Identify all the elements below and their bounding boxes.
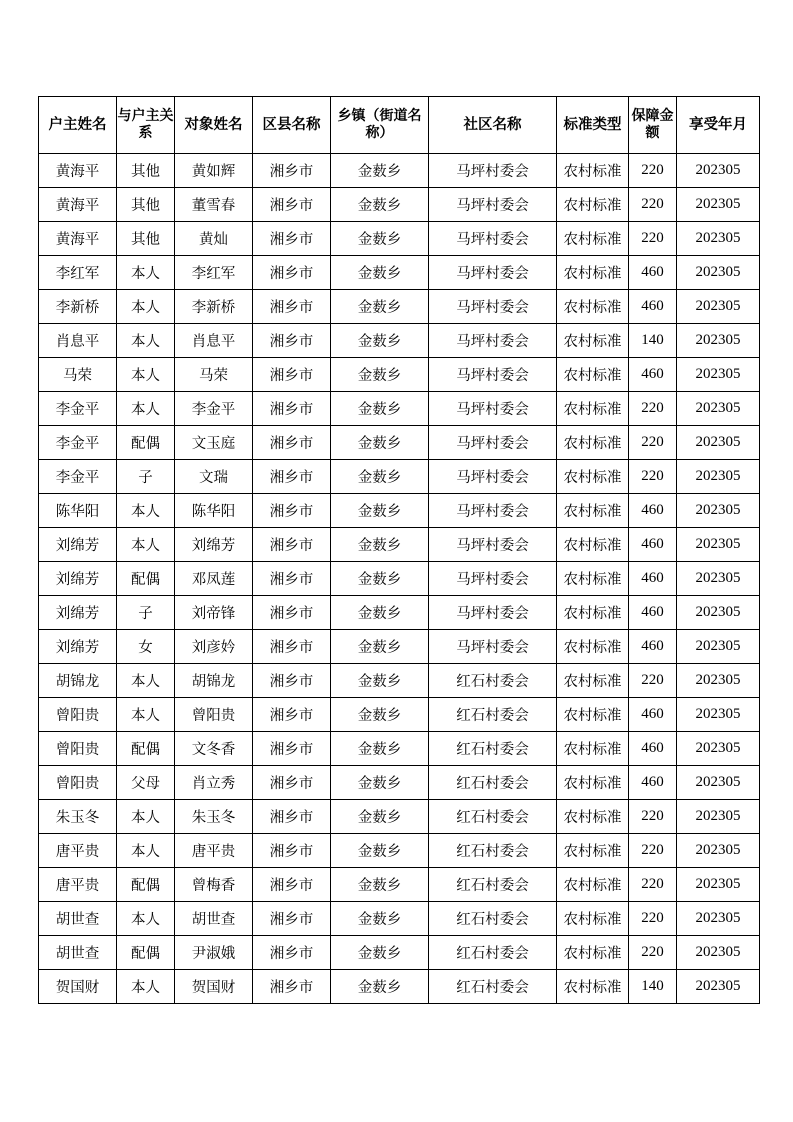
county-cell: 湘乡市	[253, 426, 331, 460]
header-community: 社区名称	[429, 97, 557, 154]
township-cell: 金薮乡	[331, 868, 429, 902]
householder-name-cell: 黄海平	[39, 154, 117, 188]
householder-name-cell: 曾阳贵	[39, 732, 117, 766]
period-cell: 202305	[677, 800, 760, 834]
county-cell: 湘乡市	[253, 800, 331, 834]
county-cell: 湘乡市	[253, 868, 331, 902]
header-amount: 保障金额	[629, 97, 677, 154]
householder-name-cell: 贺国财	[39, 970, 117, 1004]
recipient-name-cell: 尹淑娥	[175, 936, 253, 970]
community-cell: 红石村委会	[429, 970, 557, 1004]
table-row	[39, 494, 760, 528]
recipient-name-cell: 邓凤莲	[175, 562, 253, 596]
table-row	[39, 392, 760, 426]
township-cell: 金薮乡	[331, 562, 429, 596]
community-cell: 马坪村委会	[429, 460, 557, 494]
amount-cell: 220	[629, 800, 677, 834]
recipient-name-cell: 曾阳贵	[175, 698, 253, 732]
householder-name-cell: 肖息平	[39, 324, 117, 358]
community-cell: 红石村委会	[429, 766, 557, 800]
table-row	[39, 562, 760, 596]
householder-name-cell: 陈华阳	[39, 494, 117, 528]
recipient-name-cell: 唐平贵	[175, 834, 253, 868]
standard-type-cell: 农村标准	[557, 562, 629, 596]
relationship-cell: 配偶	[117, 868, 175, 902]
township-cell: 金薮乡	[331, 188, 429, 222]
standard-type-cell: 农村标准	[557, 154, 629, 188]
amount-cell: 140	[629, 970, 677, 1004]
period-cell: 202305	[677, 732, 760, 766]
relationship-cell: 本人	[117, 358, 175, 392]
period-cell: 202305	[677, 426, 760, 460]
standard-type-cell: 农村标准	[557, 902, 629, 936]
amount-cell: 220	[629, 834, 677, 868]
relationship-cell: 配偶	[117, 936, 175, 970]
period-cell: 202305	[677, 256, 760, 290]
community-cell: 马坪村委会	[429, 324, 557, 358]
community-cell: 马坪村委会	[429, 426, 557, 460]
table-row	[39, 324, 760, 358]
amount-cell: 220	[629, 222, 677, 256]
recipient-name-cell: 马荣	[175, 358, 253, 392]
table-row	[39, 426, 760, 460]
amount-cell: 460	[629, 732, 677, 766]
header-township: 乡镇（街道名称）	[331, 97, 429, 154]
community-cell: 马坪村委会	[429, 222, 557, 256]
householder-name-cell: 胡世查	[39, 936, 117, 970]
township-cell: 金薮乡	[331, 222, 429, 256]
relationship-cell: 其他	[117, 222, 175, 256]
standard-type-cell: 农村标准	[557, 358, 629, 392]
standard-type-cell: 农村标准	[557, 766, 629, 800]
header-row	[39, 97, 760, 154]
table-row	[39, 800, 760, 834]
standard-type-cell: 农村标准	[557, 426, 629, 460]
county-cell: 湘乡市	[253, 936, 331, 970]
county-cell: 湘乡市	[253, 664, 331, 698]
relationship-cell: 父母	[117, 766, 175, 800]
county-cell: 湘乡市	[253, 596, 331, 630]
table-row	[39, 596, 760, 630]
township-cell: 金薮乡	[331, 698, 429, 732]
amount-cell: 460	[629, 494, 677, 528]
header-standard-type: 标准类型	[557, 97, 629, 154]
table-row	[39, 936, 760, 970]
standard-type-cell: 农村标准	[557, 290, 629, 324]
householder-name-cell: 李新桥	[39, 290, 117, 324]
amount-cell: 460	[629, 562, 677, 596]
relationship-cell: 本人	[117, 970, 175, 1004]
period-cell: 202305	[677, 664, 760, 698]
amount-cell: 220	[629, 868, 677, 902]
table-row	[39, 188, 760, 222]
community-cell: 马坪村委会	[429, 528, 557, 562]
period-cell: 202305	[677, 834, 760, 868]
recipient-name-cell: 刘绵芳	[175, 528, 253, 562]
amount-cell: 220	[629, 392, 677, 426]
county-cell: 湘乡市	[253, 290, 331, 324]
relationship-cell: 其他	[117, 188, 175, 222]
householder-name-cell: 曾阳贵	[39, 766, 117, 800]
table-row	[39, 834, 760, 868]
recipient-name-cell: 文冬香	[175, 732, 253, 766]
county-cell: 湘乡市	[253, 732, 331, 766]
community-cell: 马坪村委会	[429, 290, 557, 324]
township-cell: 金薮乡	[331, 596, 429, 630]
header-relationship: 与户主关系	[117, 97, 175, 154]
table-row	[39, 664, 760, 698]
table-row	[39, 766, 760, 800]
recipient-name-cell: 黄如辉	[175, 154, 253, 188]
recipient-name-cell: 董雪春	[175, 188, 253, 222]
community-cell: 红石村委会	[429, 936, 557, 970]
amount-cell: 460	[629, 256, 677, 290]
header-period: 享受年月	[677, 97, 760, 154]
amount-cell: 460	[629, 766, 677, 800]
standard-type-cell: 农村标准	[557, 630, 629, 664]
amount-cell: 220	[629, 664, 677, 698]
standard-type-cell: 农村标准	[557, 800, 629, 834]
standard-type-cell: 农村标准	[557, 392, 629, 426]
amount-cell: 460	[629, 698, 677, 732]
county-cell: 湘乡市	[253, 562, 331, 596]
community-cell: 马坪村委会	[429, 562, 557, 596]
township-cell: 金薮乡	[331, 834, 429, 868]
standard-type-cell: 农村标准	[557, 460, 629, 494]
county-cell: 湘乡市	[253, 630, 331, 664]
period-cell: 202305	[677, 596, 760, 630]
county-cell: 湘乡市	[253, 392, 331, 426]
standard-type-cell: 农村标准	[557, 970, 629, 1004]
relationship-cell: 配偶	[117, 426, 175, 460]
township-cell: 金薮乡	[331, 154, 429, 188]
amount-cell: 220	[629, 460, 677, 494]
county-cell: 湘乡市	[253, 154, 331, 188]
community-cell: 马坪村委会	[429, 630, 557, 664]
table-row	[39, 732, 760, 766]
county-cell: 湘乡市	[253, 324, 331, 358]
standard-type-cell: 农村标准	[557, 324, 629, 358]
period-cell: 202305	[677, 970, 760, 1004]
header-householder-name: 户主姓名	[39, 97, 117, 154]
standard-type-cell: 农村标准	[557, 188, 629, 222]
amount-cell: 460	[629, 290, 677, 324]
township-cell: 金薮乡	[331, 290, 429, 324]
relationship-cell: 本人	[117, 834, 175, 868]
amount-cell: 140	[629, 324, 677, 358]
recipient-name-cell: 胡锦龙	[175, 664, 253, 698]
standard-type-cell: 农村标准	[557, 732, 629, 766]
standard-type-cell: 农村标准	[557, 936, 629, 970]
community-cell: 马坪村委会	[429, 392, 557, 426]
table-row	[39, 154, 760, 188]
householder-name-cell: 刘绵芳	[39, 562, 117, 596]
community-cell: 马坪村委会	[429, 154, 557, 188]
householder-name-cell: 黄海平	[39, 222, 117, 256]
relationship-cell: 本人	[117, 494, 175, 528]
table-row	[39, 528, 760, 562]
householder-name-cell: 李金平	[39, 426, 117, 460]
relationship-cell: 本人	[117, 902, 175, 936]
householder-name-cell: 曾阳贵	[39, 698, 117, 732]
recipient-name-cell: 刘帝锋	[175, 596, 253, 630]
township-cell: 金薮乡	[331, 970, 429, 1004]
community-cell: 马坪村委会	[429, 188, 557, 222]
community-cell: 红石村委会	[429, 664, 557, 698]
table-row	[39, 698, 760, 732]
county-cell: 湘乡市	[253, 460, 331, 494]
standard-type-cell: 农村标准	[557, 596, 629, 630]
recipient-name-cell: 李金平	[175, 392, 253, 426]
householder-name-cell: 黄海平	[39, 188, 117, 222]
table-row	[39, 460, 760, 494]
township-cell: 金薮乡	[331, 936, 429, 970]
relationship-cell: 本人	[117, 290, 175, 324]
recipient-name-cell: 曾梅香	[175, 868, 253, 902]
county-cell: 湘乡市	[253, 698, 331, 732]
community-cell: 马坪村委会	[429, 494, 557, 528]
householder-name-cell: 刘绵芳	[39, 528, 117, 562]
county-cell: 湘乡市	[253, 256, 331, 290]
period-cell: 202305	[677, 460, 760, 494]
standard-type-cell: 农村标准	[557, 222, 629, 256]
householder-name-cell: 唐平贵	[39, 834, 117, 868]
householder-name-cell: 胡锦龙	[39, 664, 117, 698]
township-cell: 金薮乡	[331, 766, 429, 800]
amount-cell: 220	[629, 936, 677, 970]
period-cell: 202305	[677, 358, 760, 392]
relationship-cell: 配偶	[117, 562, 175, 596]
township-cell: 金薮乡	[331, 902, 429, 936]
relationship-cell: 本人	[117, 528, 175, 562]
township-cell: 金薮乡	[331, 630, 429, 664]
recipient-name-cell: 黄灿	[175, 222, 253, 256]
community-cell: 红石村委会	[429, 800, 557, 834]
period-cell: 202305	[677, 562, 760, 596]
period-cell: 202305	[677, 766, 760, 800]
township-cell: 金薮乡	[331, 324, 429, 358]
table-row	[39, 902, 760, 936]
recipient-name-cell: 朱玉冬	[175, 800, 253, 834]
householder-name-cell: 胡世查	[39, 902, 117, 936]
householder-name-cell: 李红军	[39, 256, 117, 290]
period-cell: 202305	[677, 290, 760, 324]
relationship-cell: 其他	[117, 154, 175, 188]
period-cell: 202305	[677, 494, 760, 528]
standard-type-cell: 农村标准	[557, 528, 629, 562]
standard-type-cell: 农村标准	[557, 256, 629, 290]
period-cell: 202305	[677, 868, 760, 902]
period-cell: 202305	[677, 528, 760, 562]
township-cell: 金薮乡	[331, 528, 429, 562]
township-cell: 金薮乡	[331, 664, 429, 698]
relationship-cell: 本人	[117, 324, 175, 358]
amount-cell: 460	[629, 596, 677, 630]
amount-cell: 220	[629, 902, 677, 936]
relationship-cell: 本人	[117, 392, 175, 426]
householder-name-cell: 刘绵芳	[39, 630, 117, 664]
township-cell: 金薮乡	[331, 494, 429, 528]
table-row	[39, 970, 760, 1004]
amount-cell: 460	[629, 358, 677, 392]
county-cell: 湘乡市	[253, 494, 331, 528]
recipient-name-cell: 贺国财	[175, 970, 253, 1004]
county-cell: 湘乡市	[253, 834, 331, 868]
recipient-name-cell: 李新桥	[175, 290, 253, 324]
community-cell: 红石村委会	[429, 698, 557, 732]
householder-name-cell: 唐平贵	[39, 868, 117, 902]
relationship-cell: 本人	[117, 256, 175, 290]
county-cell: 湘乡市	[253, 902, 331, 936]
householder-name-cell: 马荣	[39, 358, 117, 392]
period-cell: 202305	[677, 324, 760, 358]
recipient-name-cell: 文瑞	[175, 460, 253, 494]
table-body	[39, 154, 760, 1004]
recipient-name-cell: 刘彦妗	[175, 630, 253, 664]
county-cell: 湘乡市	[253, 188, 331, 222]
householder-name-cell: 刘绵芳	[39, 596, 117, 630]
relationship-cell: 本人	[117, 664, 175, 698]
period-cell: 202305	[677, 630, 760, 664]
table-row	[39, 868, 760, 902]
period-cell: 202305	[677, 188, 760, 222]
community-cell: 马坪村委会	[429, 256, 557, 290]
recipient-name-cell: 李红军	[175, 256, 253, 290]
township-cell: 金薮乡	[331, 256, 429, 290]
relationship-cell: 子	[117, 596, 175, 630]
header-recipient-name: 对象姓名	[175, 97, 253, 154]
community-cell: 红石村委会	[429, 834, 557, 868]
period-cell: 202305	[677, 222, 760, 256]
township-cell: 金薮乡	[331, 800, 429, 834]
recipient-name-cell: 肖息平	[175, 324, 253, 358]
standard-type-cell: 农村标准	[557, 698, 629, 732]
householder-name-cell: 朱玉冬	[39, 800, 117, 834]
community-cell: 红石村委会	[429, 732, 557, 766]
standard-type-cell: 农村标准	[557, 494, 629, 528]
relationship-cell: 子	[117, 460, 175, 494]
community-cell: 马坪村委会	[429, 596, 557, 630]
assistance-table	[38, 96, 760, 1004]
recipient-name-cell: 胡世查	[175, 902, 253, 936]
township-cell: 金薮乡	[331, 426, 429, 460]
county-cell: 湘乡市	[253, 358, 331, 392]
table-row	[39, 630, 760, 664]
amount-cell: 220	[629, 188, 677, 222]
standard-type-cell: 农村标准	[557, 868, 629, 902]
period-cell: 202305	[677, 902, 760, 936]
table-row	[39, 256, 760, 290]
relationship-cell: 本人	[117, 800, 175, 834]
table-row	[39, 290, 760, 324]
table-row	[39, 222, 760, 256]
standard-type-cell: 农村标准	[557, 834, 629, 868]
header-county: 区县名称	[253, 97, 331, 154]
householder-name-cell: 李金平	[39, 392, 117, 426]
relationship-cell: 本人	[117, 698, 175, 732]
standard-type-cell: 农村标准	[557, 664, 629, 698]
amount-cell: 220	[629, 426, 677, 460]
community-cell: 红石村委会	[429, 902, 557, 936]
township-cell: 金薮乡	[331, 392, 429, 426]
county-cell: 湘乡市	[253, 766, 331, 800]
township-cell: 金薮乡	[331, 732, 429, 766]
period-cell: 202305	[677, 936, 760, 970]
relationship-cell: 女	[117, 630, 175, 664]
amount-cell: 460	[629, 630, 677, 664]
table-row	[39, 358, 760, 392]
period-cell: 202305	[677, 392, 760, 426]
county-cell: 湘乡市	[253, 970, 331, 1004]
recipient-name-cell: 文玉庭	[175, 426, 253, 460]
township-cell: 金薮乡	[331, 460, 429, 494]
recipient-name-cell: 陈华阳	[175, 494, 253, 528]
township-cell: 金薮乡	[331, 358, 429, 392]
amount-cell: 460	[629, 528, 677, 562]
amount-cell: 220	[629, 154, 677, 188]
county-cell: 湘乡市	[253, 222, 331, 256]
community-cell: 马坪村委会	[429, 358, 557, 392]
householder-name-cell: 李金平	[39, 460, 117, 494]
recipient-name-cell: 肖立秀	[175, 766, 253, 800]
period-cell: 202305	[677, 154, 760, 188]
relationship-cell: 配偶	[117, 732, 175, 766]
period-cell: 202305	[677, 698, 760, 732]
county-cell: 湘乡市	[253, 528, 331, 562]
community-cell: 红石村委会	[429, 868, 557, 902]
